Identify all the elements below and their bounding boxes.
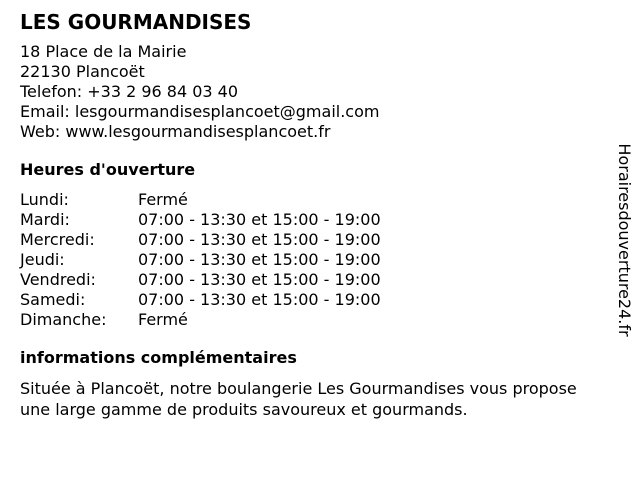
day-hours: 07:00 - 13:30 et 15:00 - 19:00 <box>138 290 381 309</box>
hours-row-saturday <box>20 290 381 310</box>
email-line: Email: lesgourmandisesplancoet@gmail.com <box>20 102 380 121</box>
contact-block <box>20 42 610 142</box>
address-city: 22130 Plancoët <box>20 62 145 81</box>
opening-hours-table <box>20 190 381 330</box>
day-hours: Fermé <box>138 310 188 329</box>
web-line: Web: www.lesgourmandisesplancoet.fr <box>20 122 331 141</box>
day-label: Lundi: <box>20 190 69 209</box>
business-name: LES GOURMANDISES <box>20 10 252 34</box>
day-hours: Fermé <box>138 190 188 209</box>
business-card <box>20 10 610 420</box>
address-street: 18 Place de la Mairie <box>20 42 187 61</box>
additional-info-heading: informations complémentaires <box>20 348 297 367</box>
day-label: Dimanche: <box>20 310 107 329</box>
opening-hours-heading: Heures d'ouverture <box>20 160 196 179</box>
additional-info-text: Située à Plancoët, notre boulangerie Les Gourmandises vous propose une large gamme de produits savoureux et gourmands. <box>20 379 577 419</box>
hours-row-friday <box>20 270 381 290</box>
day-label: Mercredi: <box>20 230 95 249</box>
hours-row-wednesday <box>20 230 381 250</box>
phone-line: Telefon: +33 2 96 84 03 40 <box>20 82 239 101</box>
day-hours: 07:00 - 13:30 et 15:00 - 19:00 <box>138 210 381 229</box>
hours-row-monday <box>20 190 381 210</box>
day-hours: 07:00 - 13:30 et 15:00 - 19:00 <box>138 270 381 289</box>
day-label: Jeudi: <box>20 250 65 269</box>
site-credit: Horairesdouverture24.fr <box>615 143 634 337</box>
day-label: Mardi: <box>20 210 70 229</box>
hours-row-sunday <box>20 310 381 330</box>
day-label: Samedi: <box>20 290 86 309</box>
day-label: Vendredi: <box>20 270 96 289</box>
hours-row-tuesday <box>20 210 381 230</box>
day-hours: 07:00 - 13:30 et 15:00 - 19:00 <box>138 250 381 269</box>
day-hours: 07:00 - 13:30 et 15:00 - 19:00 <box>138 230 381 249</box>
hours-row-thursday <box>20 250 381 270</box>
